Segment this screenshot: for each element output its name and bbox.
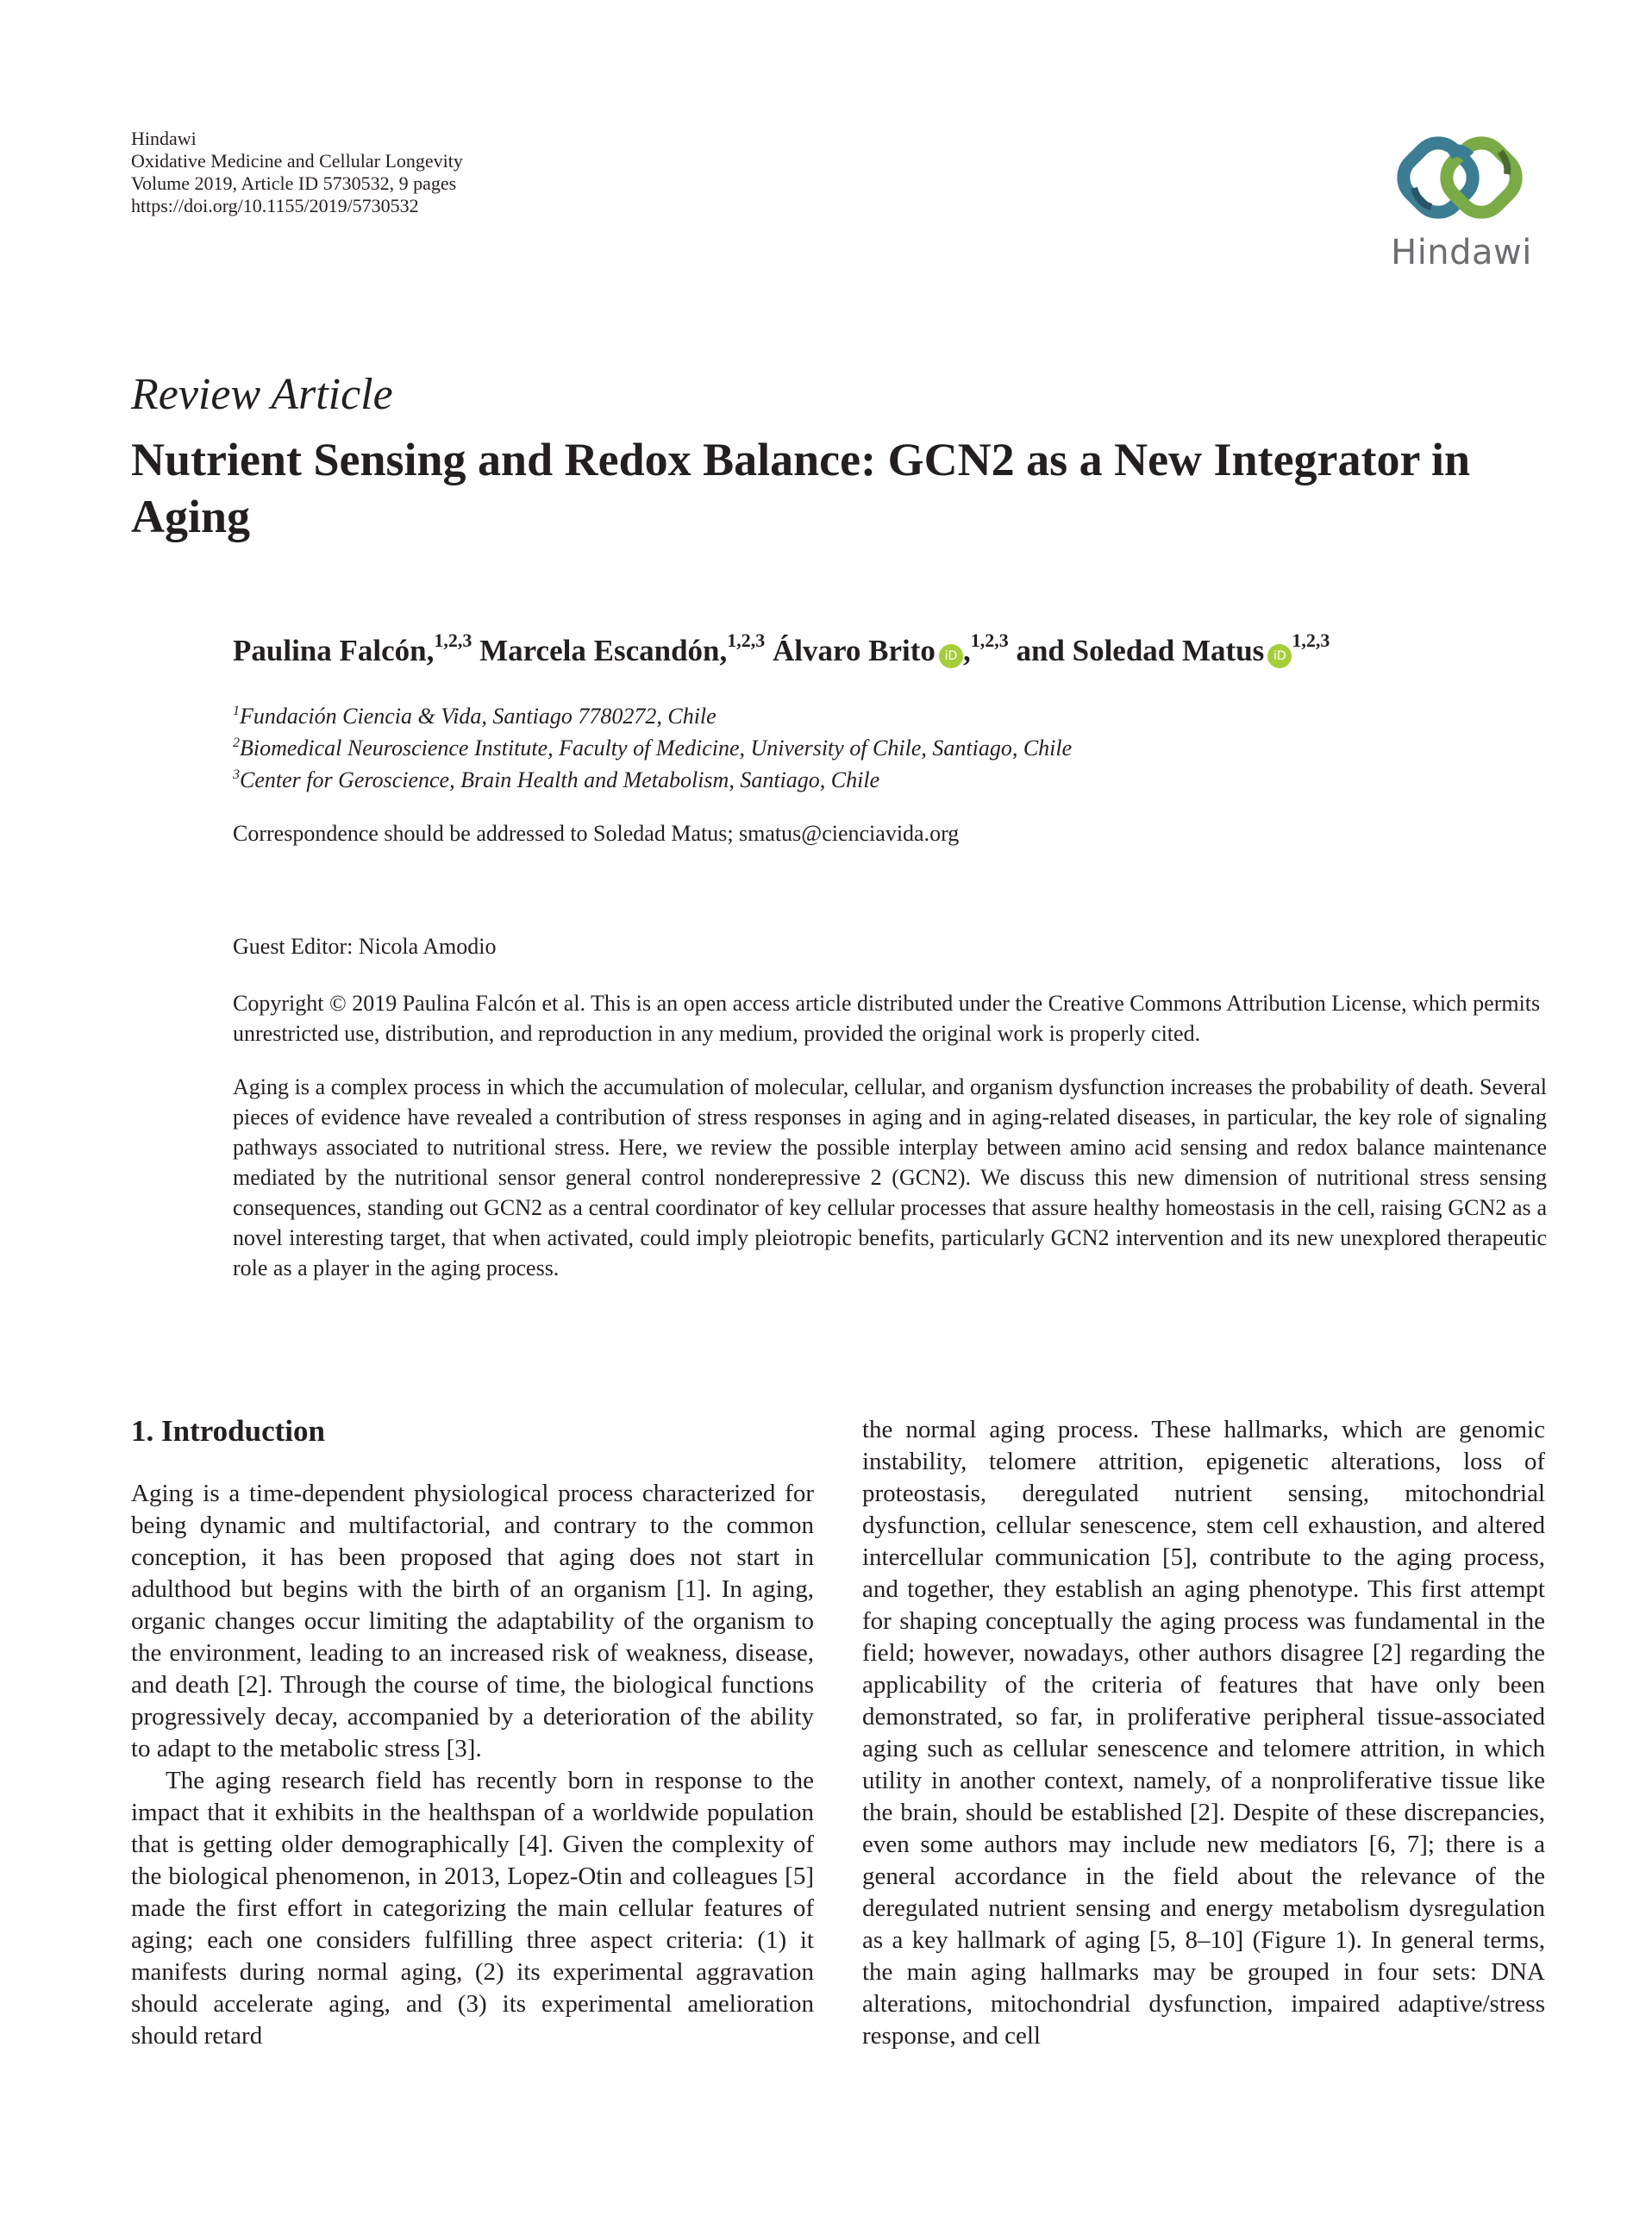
doi-link[interactable]: https://doi.org/10.1155/2019/5730532: [131, 195, 419, 216]
paragraph: Aging is a time-dependent physiological process characterized for being dynamic and multifactorial, and contrary to the common conception, it has been proposed that aging does not start in adulthood but begins with the birth of an organism [1]. In aging, organic changes occur limiting the adaptability of the organism to the environment, leading to an increased risk of weakness, disease, and death [2]. Through the course of time, the biological functions progressively decay, accompanied by a deterioration of the ability to adapt to the metabolic stress [3].: [131, 1480, 814, 1762]
affiliation-text: Fundación Ciencia & Vida, Santiago 7780272, Chile: [240, 704, 716, 729]
journal-header: [131, 128, 463, 217]
paragraph: The aging research field has recently born in response to the impact that it exhibits in the healthspan of a worldwide population that is getting older demographically [4]. Given the complexity of the biological phenomenon, in 2013, Lopez-Otin and colleagues [5] made the first effort in categorizing the main cellular features of aging; each one considers fulfilling three aspect criteria: (1) it manifests during normal aging, (2) its experimental aggravation should accelerate aging, and (3) its experimental amelioration should retard: [131, 1767, 814, 2050]
affiliation-number: 2: [233, 736, 240, 750]
orcid-icon[interactable]: iD: [1267, 644, 1292, 668]
author-name: Álvaro Brito: [773, 634, 936, 667]
author-list: [233, 629, 1330, 668]
paragraph: the normal aging process. These hallmarks, which are genomic instability, telomere attrition, epigenetic alterations, loss of proteostasis, deregulated nutrient sensing, mitochondrial dysfunction, cellular senescence, stem cell exhaustion, and altered intercellular communication [5], contribute to the aging process, and together, they establish an aging phenotype. This first attempt for shaping conceptually the aging process was fundamental in the field; however, nowadays, other authors disagree [2] regarding the applicability of the criteria of features that have only been demonstrated, so far, in proliferative peripheral tissue-associated aging such as cellular senescence and telomere attrition, in which utility in another context, namely, of a nonproliferative tissue like the brain, should be established [2]. Despite of these discrepancies, even some authors may include new mediators [6, 7]; there is a general accordance in the field about the relevance of the deregulated nutrient sensing and energy metabolism dysregulation as a key hallmark of aging [5, 8–10] (Figure 1). In general terms, the main aging hallmarks may be grouped in four sets: DNA alterations, mitochondrial dysfunction, impaired adaptive/stress response, and cell: [862, 1416, 1545, 2050]
hindawi-wordmark: Hindawi: [1391, 233, 1532, 272]
orcid-icon[interactable]: iD: [939, 644, 963, 668]
author-name: Marcela Escandón,: [479, 634, 728, 667]
publisher-name: Hindawi: [131, 128, 197, 149]
hindawi-logo: [1380, 128, 1543, 279]
journal-name: Oxidative Medicine and Cellular Longevity: [131, 150, 463, 172]
author-name: Paulina Falcón,: [233, 634, 435, 667]
body-column-right: [862, 1414, 1545, 2052]
author-affiliation-marker: 1,2,3: [970, 629, 1009, 651]
author-separator: ,: [962, 634, 971, 667]
hindawi-rings-logo-icon: [1380, 128, 1543, 231]
guest-editor: Guest Editor: Nicola Amodio: [233, 934, 497, 959]
article-type: Review Article: [131, 370, 393, 419]
correspondence-note: Correspondence should be addressed to Soledad Matus; smatus@cienciavida.org: [233, 821, 960, 846]
affiliation-item: [233, 764, 1072, 796]
copyright-notice: Copyright © 2019 Paulina Falcón et al. This is an open access article distributed under the Creative Commons Attribution License, which permits unrestricted use, distribution, and reproduction in any medium, provided the original work is properly cited.: [233, 991, 1541, 1046]
affiliation-number: 1: [233, 704, 240, 718]
author-affiliation-marker: 1,2,3: [1292, 629, 1330, 651]
affiliation-text: Center for Geroscience, Brain Health and Metabolism, Santiago, Chile: [240, 767, 880, 792]
author-affiliation-marker: 1,2,3: [434, 629, 472, 651]
volume-info: Volume 2019, Article ID 5730532, 9 pages: [131, 172, 457, 194]
affiliation-number: 3: [233, 767, 240, 782]
affiliation-item: [233, 700, 1072, 732]
affiliation-item: [233, 732, 1072, 764]
affiliation-list: [233, 700, 1072, 796]
author-affiliation-marker: 1,2,3: [727, 629, 766, 651]
abstract: Aging is a complex process in which the accumulation of molecular, cellular, and organism dysfunction increases the probability of death. Several pieces of evidence have revealed a contribution of stress responses in aging and in aging-related diseases, in particular, the key role of signaling pathways associated to nutritional stress. Here, we review the possible interplay between amino acid sensing and redox balance maintenance mediated by the nutritional sensor general control nonderepressive 2 (GCN2). We discuss this new dimension of nutritional stress sensing consequences, standing out GCN2 as a central coordinator of key cellular processes that assure healthy homeostasis in the cell, raising GCN2 as a novel interesting target, that when activated, could imply pleiotropic benefits, particularly GCN2 intervention and its new unexplored therapeutic role as a player in the aging process.: [233, 1074, 1547, 1280]
article-title: Nutrient Sensing and Redox Balance: GCN2 as a New Integrator in Aging: [131, 434, 1471, 542]
author-name: and Soledad Matus: [1016, 634, 1265, 667]
section-heading-introduction: 1. Introduction: [131, 1414, 325, 1448]
affiliation-text: Biomedical Neuroscience Institute, Faculty of Medicine, University of Chile, Santiago, Chile: [240, 736, 1073, 761]
body-column-left: [131, 1478, 814, 2052]
